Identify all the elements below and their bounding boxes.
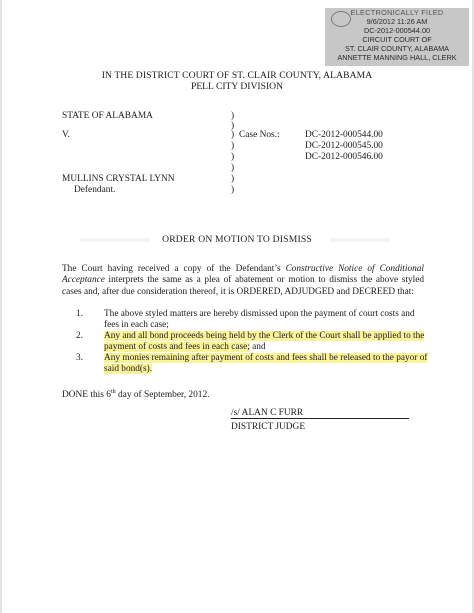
intro-paragraph bbox=[62, 264, 424, 298]
done-text-end: day of September, 2012. bbox=[115, 390, 210, 400]
item-number: 3. bbox=[76, 353, 83, 363]
order-item-remaining-monies bbox=[104, 353, 430, 375]
caption-paren: ) bbox=[231, 141, 235, 151]
caption-paren: ) bbox=[231, 163, 235, 173]
stamp-line-court: CIRCUIT COURT OF bbox=[362, 35, 432, 44]
judge-title: DISTRICT JUDGE bbox=[231, 422, 306, 432]
stamp-line-case: DC-2012-000544.00 bbox=[363, 26, 431, 35]
caption-paren: ) bbox=[231, 111, 235, 121]
versus-label: V. bbox=[62, 130, 70, 140]
stamp-line-datetime: 9/6/2012 11:26 AM bbox=[366, 17, 428, 26]
division-heading: PELL CITY DIVISION bbox=[190, 81, 284, 92]
case-numbers-label: Case Nos.: bbox=[239, 130, 280, 140]
defendant-label: Defendant. bbox=[74, 185, 116, 195]
order-title: ORDER ON MOTION TO DISMISS bbox=[162, 234, 312, 245]
stamp-line-clerk: ANNETTE MANNING HALL, CLERK bbox=[337, 53, 457, 62]
caption-paren: ) bbox=[231, 130, 235, 140]
stamp-line-county: ST. CLAIR COUNTY, ALABAMA bbox=[344, 44, 450, 53]
done-date-line bbox=[62, 390, 210, 400]
stamp-line-filed: ELECTRONICALLY FILED bbox=[350, 8, 444, 17]
electronic-filing-stamp bbox=[325, 8, 469, 66]
intro-text-end: interprets the same as a plea of abatement or motion to dismiss the above styled cases and, after due consideration thereof, it is ORDERED, ADJUDGED and DECREED that: bbox=[62, 275, 424, 297]
case-number-3: DC-2012-000546.00 bbox=[305, 152, 383, 162]
defendant-name: MULLINS CRYSTAL LYNN bbox=[62, 174, 175, 184]
order-item-bond-proceeds bbox=[104, 331, 430, 353]
court-seal-icon bbox=[331, 11, 351, 27]
intro-italic-title: Constructive Notice of Conditional Acceptance bbox=[62, 264, 424, 286]
signature-line bbox=[231, 418, 409, 419]
done-text-start: DONE this 6 bbox=[62, 390, 111, 400]
judge-signature: /s/ ALAN C FURR bbox=[231, 408, 304, 418]
highlighted-text: Any monies remaining after payment of costs and fees shall be released to the payor of said bond(s). bbox=[104, 353, 428, 375]
caption-paren: ) bbox=[231, 185, 235, 195]
item-tail: and bbox=[249, 342, 266, 353]
item-number: 2. bbox=[76, 331, 83, 341]
court-heading: IN THE DISTRICT COURT OF ST. CLAIR COUNTY, ALABAMA bbox=[101, 70, 373, 81]
caption-paren: ) bbox=[231, 121, 235, 131]
caption-paren: ) bbox=[231, 152, 235, 162]
highlighted-text: Any and all bond proceeds being held by the Clerk of the Court shall be applied to the payment of costs and fees in each case; bbox=[104, 331, 425, 353]
day-ordinal: th bbox=[110, 388, 116, 395]
intro-text-start: The Court having received a copy of the Defendant’s bbox=[62, 264, 286, 274]
caption-paren: ) bbox=[231, 174, 235, 184]
plaintiff-name: STATE OF ALABAMA bbox=[62, 111, 153, 121]
case-number-2: DC-2012-000545.00 bbox=[305, 141, 383, 151]
case-number-1: DC-2012-000544.00 bbox=[305, 130, 383, 140]
order-item-dismissal: The above styled matters are hereby dismissed upon the payment of court costs and fees in each case; bbox=[104, 309, 415, 331]
item-number: 1. bbox=[76, 309, 83, 319]
